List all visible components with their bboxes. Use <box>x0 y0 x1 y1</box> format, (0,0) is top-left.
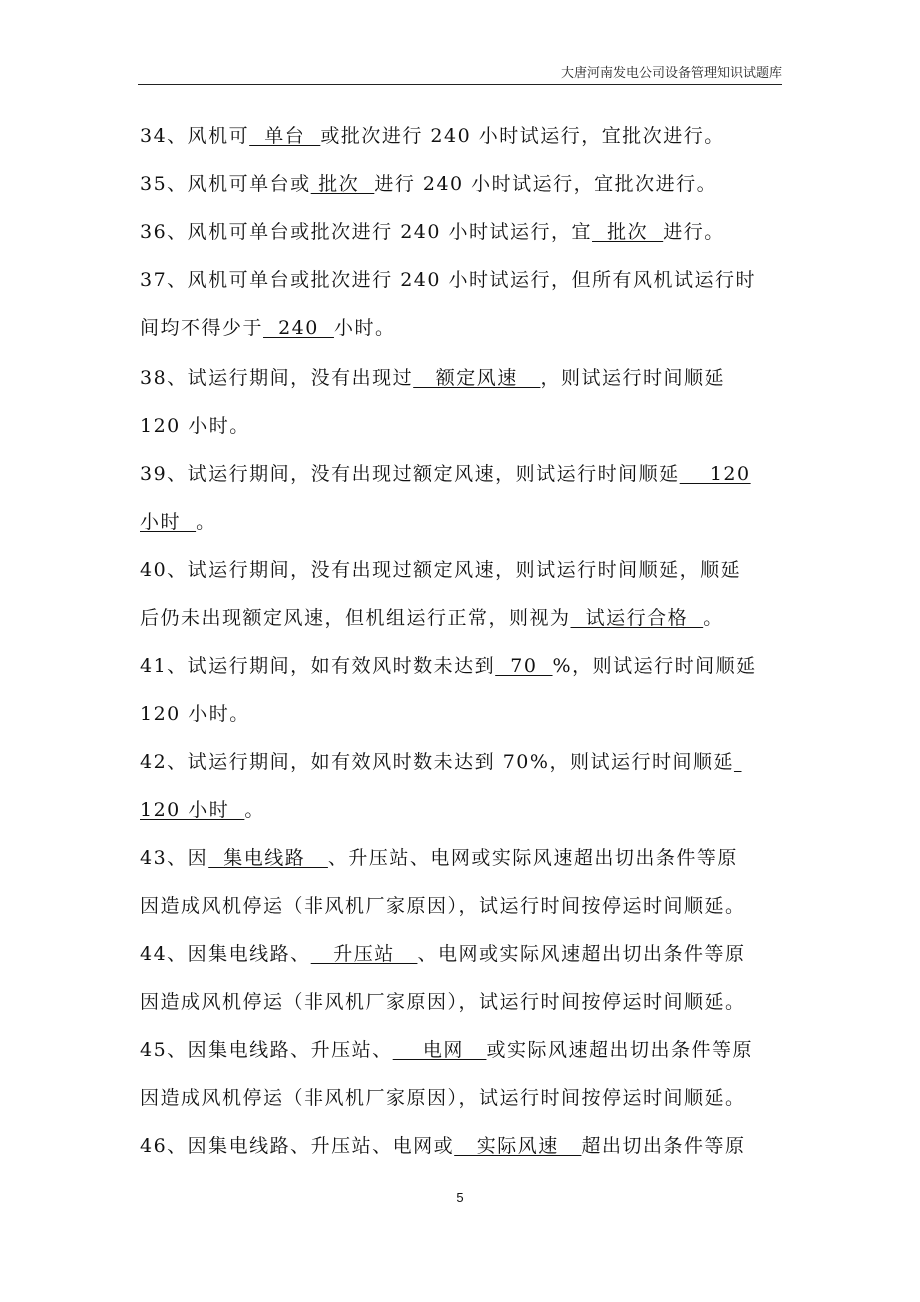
question-text: 、升压站、电网或实际风速超出切出条件等原 <box>327 847 738 869</box>
question-text: 小时。 <box>333 317 396 339</box>
text-line <box>140 846 738 870</box>
question-text: 因造成风机停运（非风机厂家原因），试运行时间按停运时间顺延。 <box>140 1087 746 1109</box>
answer-blank: 120 <box>679 463 751 485</box>
question-text: 因造成风机停运（非风机厂家原因），试运行时间按停运时间顺延。 <box>140 895 746 917</box>
text-line <box>140 510 217 534</box>
text-line <box>140 750 742 774</box>
text-line <box>140 558 741 582</box>
question-text: 40、试运行期间，没有出现过额定风速，则试运行时间顺延，顺延 <box>140 559 742 581</box>
text-line <box>140 316 395 340</box>
answer-blank: 批次 <box>592 221 664 243</box>
question-text: 进行 240 小时试运行，宜批次进行。 <box>374 173 718 195</box>
answer-blank: 单台 <box>249 125 321 147</box>
question-text: 46、因集电线路、升压站、电网或 <box>140 1135 455 1157</box>
question-text: 。 <box>244 799 265 821</box>
question-text: 。 <box>196 511 217 533</box>
answer-blank: 120 小时 <box>140 799 245 821</box>
question-text: 45、因集电线路、升压站、 <box>140 1039 393 1061</box>
answer-blank: 实际风速 <box>454 1135 582 1157</box>
text-line <box>140 894 746 918</box>
question-text: 。 <box>703 607 724 629</box>
question-text: 43、因 <box>140 847 209 869</box>
text-line <box>140 172 717 196</box>
text-line <box>140 414 250 438</box>
answer-blank: 小时 <box>140 511 197 533</box>
text-line <box>140 366 725 390</box>
question-text: 进行。 <box>663 221 725 243</box>
text-line <box>140 268 756 292</box>
text-line <box>140 702 250 726</box>
question-text: 因造成风机停运（非风机厂家原因），试运行时间按停运时间顺延。 <box>140 991 746 1013</box>
question-text: 超出切出条件等原 <box>581 1135 746 1157</box>
answer-blank: 试运行合格 <box>570 607 704 629</box>
question-text: 后仍未出现额定风速，但机组运行正常，则视为 <box>140 607 571 629</box>
answer-blank: 电网 <box>392 1039 487 1061</box>
answer-blank <box>734 751 742 773</box>
question-text: 42、试运行期间，如有效风时数未达到 70%，则试运行时间顺延 <box>140 751 734 773</box>
answer-blank: 批次 <box>310 173 375 195</box>
text-line <box>140 1134 745 1158</box>
question-text: 34、风机可 <box>140 125 250 147</box>
text-line <box>140 990 746 1014</box>
question-text: 120 小时。 <box>140 415 250 437</box>
question-text: 120 小时。 <box>140 703 250 725</box>
answer-blank: 240 <box>263 317 334 339</box>
answer-blank: 集电线路 <box>208 847 328 869</box>
question-text: 36、风机可单台或批次进行 240 小时试运行，宜 <box>140 221 593 243</box>
text-line <box>140 654 757 678</box>
answer-blank: 升压站 <box>310 943 418 965</box>
question-text: 或实际风速超出切出条件等原 <box>486 1039 753 1061</box>
question-text: 或批次进行 240 小时试运行，宜批次进行。 <box>320 125 725 147</box>
answer-blank: 额定风速 <box>413 367 541 389</box>
question-text: %，则试运行时间顺延 <box>552 655 757 677</box>
text-line <box>140 1038 753 1062</box>
text-line <box>140 606 724 630</box>
page-number: 5 <box>456 1190 464 1205</box>
text-line <box>140 124 725 148</box>
question-text: 37、风机可单台或批次进行 240 小时试运行，但所有风机试运行时 <box>140 269 757 291</box>
question-text: 间均不得少于 <box>140 317 264 339</box>
text-line <box>140 220 725 244</box>
page-header-title: 大唐河南发电公司设备管理知识试题库 <box>560 66 782 81</box>
question-text: 44、因集电线路、 <box>140 943 311 965</box>
question-text: 39、试运行期间，没有出现过额定风速，则试运行时间顺延 <box>140 463 680 485</box>
question-text: 35、风机可单台或 <box>140 173 311 195</box>
question-text: 38、试运行期间，没有出现过 <box>140 367 414 389</box>
text-line <box>140 798 265 822</box>
answer-blank: 70 <box>495 655 553 677</box>
question-text: 41、试运行期间，如有效风时数未达到 <box>140 655 496 677</box>
question-text: ，则试运行时间顺延 <box>540 367 725 389</box>
text-line <box>140 1086 746 1110</box>
text-line <box>140 462 751 486</box>
question-text: 、电网或实际风速超出切出条件等原 <box>417 943 746 965</box>
header-divider <box>138 84 782 85</box>
text-line <box>140 942 745 966</box>
